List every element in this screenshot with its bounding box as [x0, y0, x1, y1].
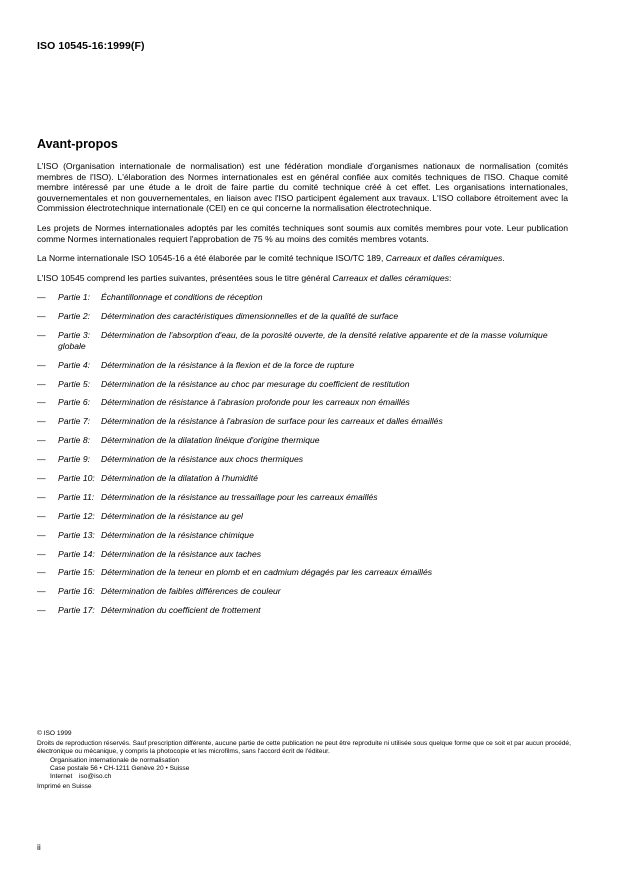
part-number: Partie 12:: [58, 510, 95, 521]
part-number: Partie 1:: [58, 292, 91, 303]
part-number: Partie 14:: [58, 548, 95, 559]
list-item: [37, 530, 568, 541]
list-item: [37, 586, 568, 597]
list-dash: —: [37, 491, 46, 502]
paragraph-voting: Les projets de Normes internationales adoptés par les comités techniques sont soumis aux comités membres pour vote. Leur publication comme Normes internationales requiert l'approbation de 75 % au moins des comités membres votants.: [37, 222, 568, 244]
printed-in: Imprimé en Suisse: [37, 783, 92, 791]
part-number: Partie 16:: [58, 586, 95, 597]
list-item: [37, 416, 568, 427]
document-id: ISO 10545-16:1999(F): [37, 40, 145, 52]
list-dash: —: [37, 292, 46, 303]
part-title: Détermination de la dilatation à l'humidité: [101, 472, 258, 483]
foreword-section: [37, 137, 568, 624]
parts-intro-italic: Carreaux et dalles céramiques: [332, 272, 449, 283]
part-number: Partie 3:: [58, 330, 91, 341]
list-item: [37, 435, 568, 446]
list-dash: —: [37, 605, 46, 616]
committee-end: .: [502, 253, 505, 264]
internet-label: Internet: [50, 773, 73, 781]
copyright-line: © ISO 1999: [37, 730, 72, 737]
list-item: [37, 511, 568, 522]
copyright-footer: [37, 730, 582, 791]
list-dash: —: [37, 435, 46, 446]
list-dash: —: [37, 416, 46, 427]
list-item: [37, 605, 568, 616]
list-dash: —: [37, 454, 46, 465]
rights-notice: Droits de reproduction réservés. Sauf prescription différente, aucune partie de cette publication ne peut être reproduite ni utilisée sous quelque forme que ce soit et par aucun procédé, électronique ou mécanique, y compris la photocopie et les microfilms, sans l'accord écrit de l'éditeur.: [37, 740, 571, 756]
page-number: ii: [37, 842, 41, 852]
list-dash: —: [37, 472, 46, 483]
part-title: Détermination de la teneur en plomb et en cadmium dégagés par les carreaux émaillés: [101, 567, 433, 578]
internet-email: iso@iso.ch: [79, 773, 112, 781]
part-title: Détermination de la résistance au tressaillage pour les carreaux émaillés: [101, 491, 378, 502]
list-item: [37, 473, 568, 484]
list-dash: —: [37, 378, 46, 389]
committee-title-italic: Carreaux et dalles céramiques: [385, 253, 503, 264]
list-item: [37, 292, 568, 303]
part-number: Partie 4:: [58, 359, 91, 370]
part-title: Détermination de la dilatation linéique d'origine thermique: [101, 435, 320, 446]
parts-intro-end: :: [449, 272, 452, 283]
part-number: Partie 11:: [58, 491, 95, 502]
part-title: Détermination des caractéristiques dimensionnelles et de la qualité de surface: [101, 311, 399, 322]
part-title: Détermination de la résistance aux chocs thermiques: [101, 454, 304, 465]
part-number: Partie 13:: [58, 529, 95, 540]
part-title: Détermination de la résistance à l'abrasion de surface pour les carreaux et dalles émaillés: [101, 416, 443, 427]
part-number: Partie 9:: [58, 454, 91, 465]
list-dash: —: [37, 567, 46, 578]
postal-address: Case postale 56 • CH-1211 Genève 20 • Suisse: [50, 764, 190, 772]
part-number: Partie 17:: [58, 605, 95, 616]
part-title: Détermination de la résistance au gel: [101, 510, 243, 521]
list-dash: —: [37, 311, 46, 322]
org-name: Organisation internationale de normalisation: [50, 756, 180, 764]
parts-list: [37, 292, 568, 615]
paragraph-parts-intro: [37, 273, 568, 284]
part-title: Détermination de la résistance au choc par mesurage du coefficient de restitution: [101, 378, 410, 389]
list-item: [37, 492, 568, 503]
list-dash: —: [37, 586, 46, 597]
list-dash: —: [37, 548, 46, 559]
list-item: [37, 567, 568, 578]
list-item: [37, 379, 568, 390]
part-number: Partie 2:: [58, 311, 91, 322]
part-title: Détermination de la résistance aux taches: [101, 548, 262, 559]
list-dash: —: [37, 359, 46, 370]
part-number: Partie 15:: [58, 567, 95, 578]
list-item: [37, 330, 568, 351]
section-title: Avant-propos: [37, 137, 118, 151]
list-item: [37, 360, 568, 371]
list-dash: —: [37, 330, 46, 341]
list-item: [37, 397, 568, 408]
part-number: Partie 7:: [58, 416, 91, 427]
list-item: [37, 454, 568, 465]
parts-intro-text: L'ISO 10545 comprend les parties suivantes, présentées sous le titre général: [37, 272, 333, 283]
part-number: Partie 6:: [58, 397, 91, 408]
list-item: [37, 549, 568, 560]
part-title: Détermination de faibles différences de couleur: [101, 586, 281, 597]
paragraph-iso-organisation: L'ISO (Organisation internationale de normalisation) est une fédération mondiale d'organismes nationaux de normalisation (comités membres de l'ISO). L'élaboration des Normes internationales est en général confiée aux comités techniques de l'ISO. Chaque comité membre intéressé par une étude a le droit de faire partie du comité technique créé à cet effet. Les organisations internationales, gouvernementales et non gouvernementales, en liaison avec l'ISO participent également aux travaux. L'ISO collabore étroitement avec la Commission électrotechnique internationale (CEI) en ce qui concerne la normalisation électrotechnique.: [37, 161, 568, 214]
committee-text: La Norme internationale ISO 10545-16 a été élaborée par le comité technique ISO/TC 189,: [37, 253, 386, 264]
part-title: Détermination de la résistance à la flexion et de la force de rupture: [101, 359, 355, 370]
internet-line: [37, 773, 582, 781]
part-title: Détermination du coefficient de frottement: [101, 605, 261, 616]
part-number: Partie 8:: [58, 435, 91, 446]
list-dash: —: [37, 397, 46, 408]
list-dash: —: [37, 510, 46, 521]
part-title: Détermination de résistance à l'abrasion profonde pour les carreaux non émaillés: [101, 397, 410, 408]
part-number: Partie 5:: [58, 378, 91, 389]
paragraph-committee: [37, 253, 568, 264]
part-title: Détermination de la résistance chimique: [101, 529, 254, 540]
list-dash: —: [37, 529, 46, 540]
part-number: Partie 10:: [58, 472, 95, 483]
part-title: Détermination de l'absorption d'eau, de la porosité ouverte, de la densité relative apparente et de la masse volumique globale: [58, 330, 548, 351]
part-title: Échantillonnage et conditions de réception: [101, 292, 263, 303]
list-item: [37, 311, 568, 322]
